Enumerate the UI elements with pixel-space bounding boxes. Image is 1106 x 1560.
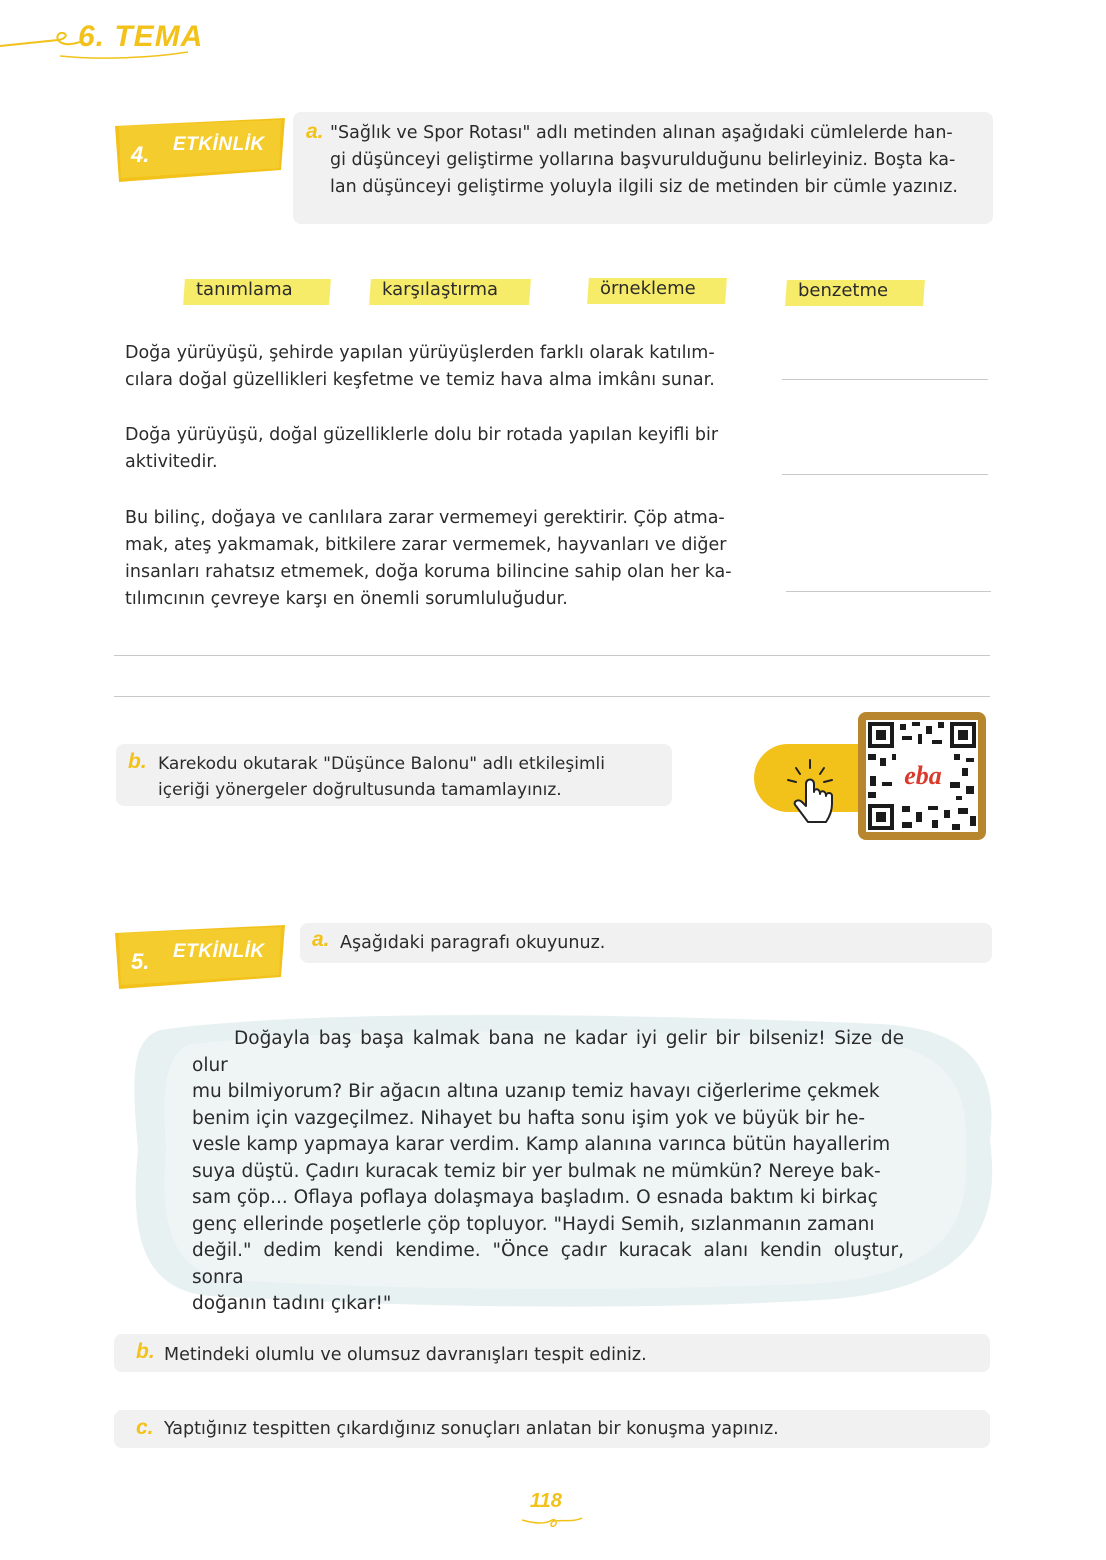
question-5c-text: Yaptığınız tespitten çıkardığınız sonuçları anlatan bir konuşma yapınız. bbox=[164, 1419, 779, 1439]
activity-number: 4. bbox=[131, 142, 150, 167]
question-5b-text: Metindeki olumlu ve olumsuz davranışları tespit ediniz. bbox=[164, 1345, 647, 1365]
sentence-1 bbox=[125, 340, 765, 394]
page-number: 118 bbox=[530, 1490, 562, 1512]
question-b-text bbox=[158, 751, 668, 803]
page-number-swirl bbox=[520, 1512, 584, 1530]
answer-line-3[interactable] bbox=[786, 591, 991, 592]
question-5b-letter: b. bbox=[136, 1340, 155, 1363]
answer-line-4[interactable] bbox=[114, 655, 990, 656]
sentence-line: aktivitedir. bbox=[125, 452, 218, 472]
paragraph-line: genç ellerinde poşetlerle çöp topluyor. "Haydi Semih, sızlanmanın zamanı bbox=[192, 1213, 875, 1235]
question-5a-text: Aşağıdaki paragrafı okuyunuz. bbox=[340, 933, 606, 953]
hand-click-icon[interactable] bbox=[780, 756, 840, 828]
question-5c-letter: c. bbox=[136, 1416, 154, 1439]
question-b-line: içeriği yönergeler doğrultusunda tamamlayınız. bbox=[158, 780, 562, 800]
sentence-3 bbox=[125, 505, 765, 613]
question-5a-letter: a. bbox=[312, 928, 330, 951]
answer-line-1[interactable] bbox=[782, 379, 988, 380]
paragraph-line: doğanın tadını çıkar!" bbox=[192, 1293, 392, 1314]
activity-number: 5. bbox=[131, 949, 150, 974]
sentence-line: cılara doğal güzellikleri keşfetme ve temiz hava alma imkânı sunar. bbox=[125, 370, 715, 390]
question-a-text bbox=[330, 120, 980, 201]
paragraph-line: Doğayla baş başa kalmak bana ne kadar iyi gelir bir bilseniz! Size de olur bbox=[192, 1028, 904, 1076]
reading-paragraph bbox=[192, 1026, 904, 1318]
keyword-benzetme: benzetme bbox=[786, 276, 924, 306]
activity-label: ETKİNLİK bbox=[173, 134, 265, 155]
sentence-line: Doğa yürüyüşü, doğal güzelliklerle dolu bir rotada yapılan keyifli bir bbox=[125, 425, 719, 445]
activity-4-badge bbox=[115, 118, 285, 182]
answer-line-2[interactable] bbox=[782, 474, 988, 475]
paragraph-line: değil." dedim kendi kendime. "Önce çadır kuracak alanı kendin oluştur, sonra bbox=[192, 1240, 904, 1288]
keyword-tanimlama: tanımlama bbox=[184, 275, 330, 305]
question-a-line: lan düşünceyi geliştirme yoluyla ilgili siz de metinden bir cümle yazınız. bbox=[330, 177, 958, 197]
sentence-line: Doğa yürüyüşü, şehirde yapılan yürüyüşlerden farklı olarak katılım- bbox=[125, 343, 715, 363]
paragraph-line: vesle kamp yapmaya karar verdim. Kamp alanına varınca bütün hayallerim bbox=[192, 1134, 891, 1155]
question-b-letter: b. bbox=[128, 750, 147, 773]
keyword-ornekleme: örnekleme bbox=[588, 274, 726, 304]
qr-code[interactable] bbox=[866, 720, 978, 832]
question-a-line: "Sağlık ve Spor Rotası" adlı metinden alınan aşağıdaki cümlelerde han- bbox=[330, 123, 953, 143]
page-title: 6. TEMA bbox=[78, 20, 204, 53]
answer-line-5[interactable] bbox=[114, 696, 990, 697]
sentence-line: mak, ateş yakmamak, bitkilere zarar vermemek, hayvanları ve diğer bbox=[125, 535, 727, 555]
keyword-karsilastirma: karşılaştırma bbox=[370, 275, 530, 305]
sentence-2 bbox=[125, 422, 765, 476]
sentence-line: insanları rahatsız etmemek, doğa koruma bilincine sahip olan her ka- bbox=[125, 562, 732, 582]
sentence-line: Bu bilinç, doğaya ve canlılara zarar vermemeyi gerektirir. Çöp atma- bbox=[125, 508, 725, 528]
paragraph-line: sam çöp... Oflaya poflaya dolaşmaya başladım. O esnada baktım ki birkaç bbox=[192, 1187, 878, 1208]
question-b-line: Karekodu okutarak "Düşünce Balonu" adlı etkileşimli bbox=[158, 754, 605, 774]
question-a-line: gi düşünceyi geliştirme yollarına başvurulduğunu belirleyiniz. Boşta ka- bbox=[330, 150, 956, 170]
activity-5-badge bbox=[115, 925, 285, 989]
eba-logo: eba bbox=[904, 761, 942, 790]
activity-label: ETKİNLİK bbox=[173, 941, 265, 962]
sentence-line: tılımcının çevreye karşı en önemli sorumluluğudur. bbox=[125, 589, 568, 609]
paragraph-line: suya düştü. Çadırı kuracak temiz bir yer bulmak ne mümkün? Nereye bak- bbox=[192, 1160, 881, 1182]
paragraph-line: benim için vazgeçilmez. Nihayet bu hafta sonu işim yok ve büyük bir he- bbox=[192, 1107, 866, 1129]
question-a-letter: a. bbox=[306, 120, 324, 143]
paragraph-line: mu bilmiyorum? Bir ağacın altına uzanıp temiz havayı ciğerlerime çekmek bbox=[192, 1081, 880, 1102]
